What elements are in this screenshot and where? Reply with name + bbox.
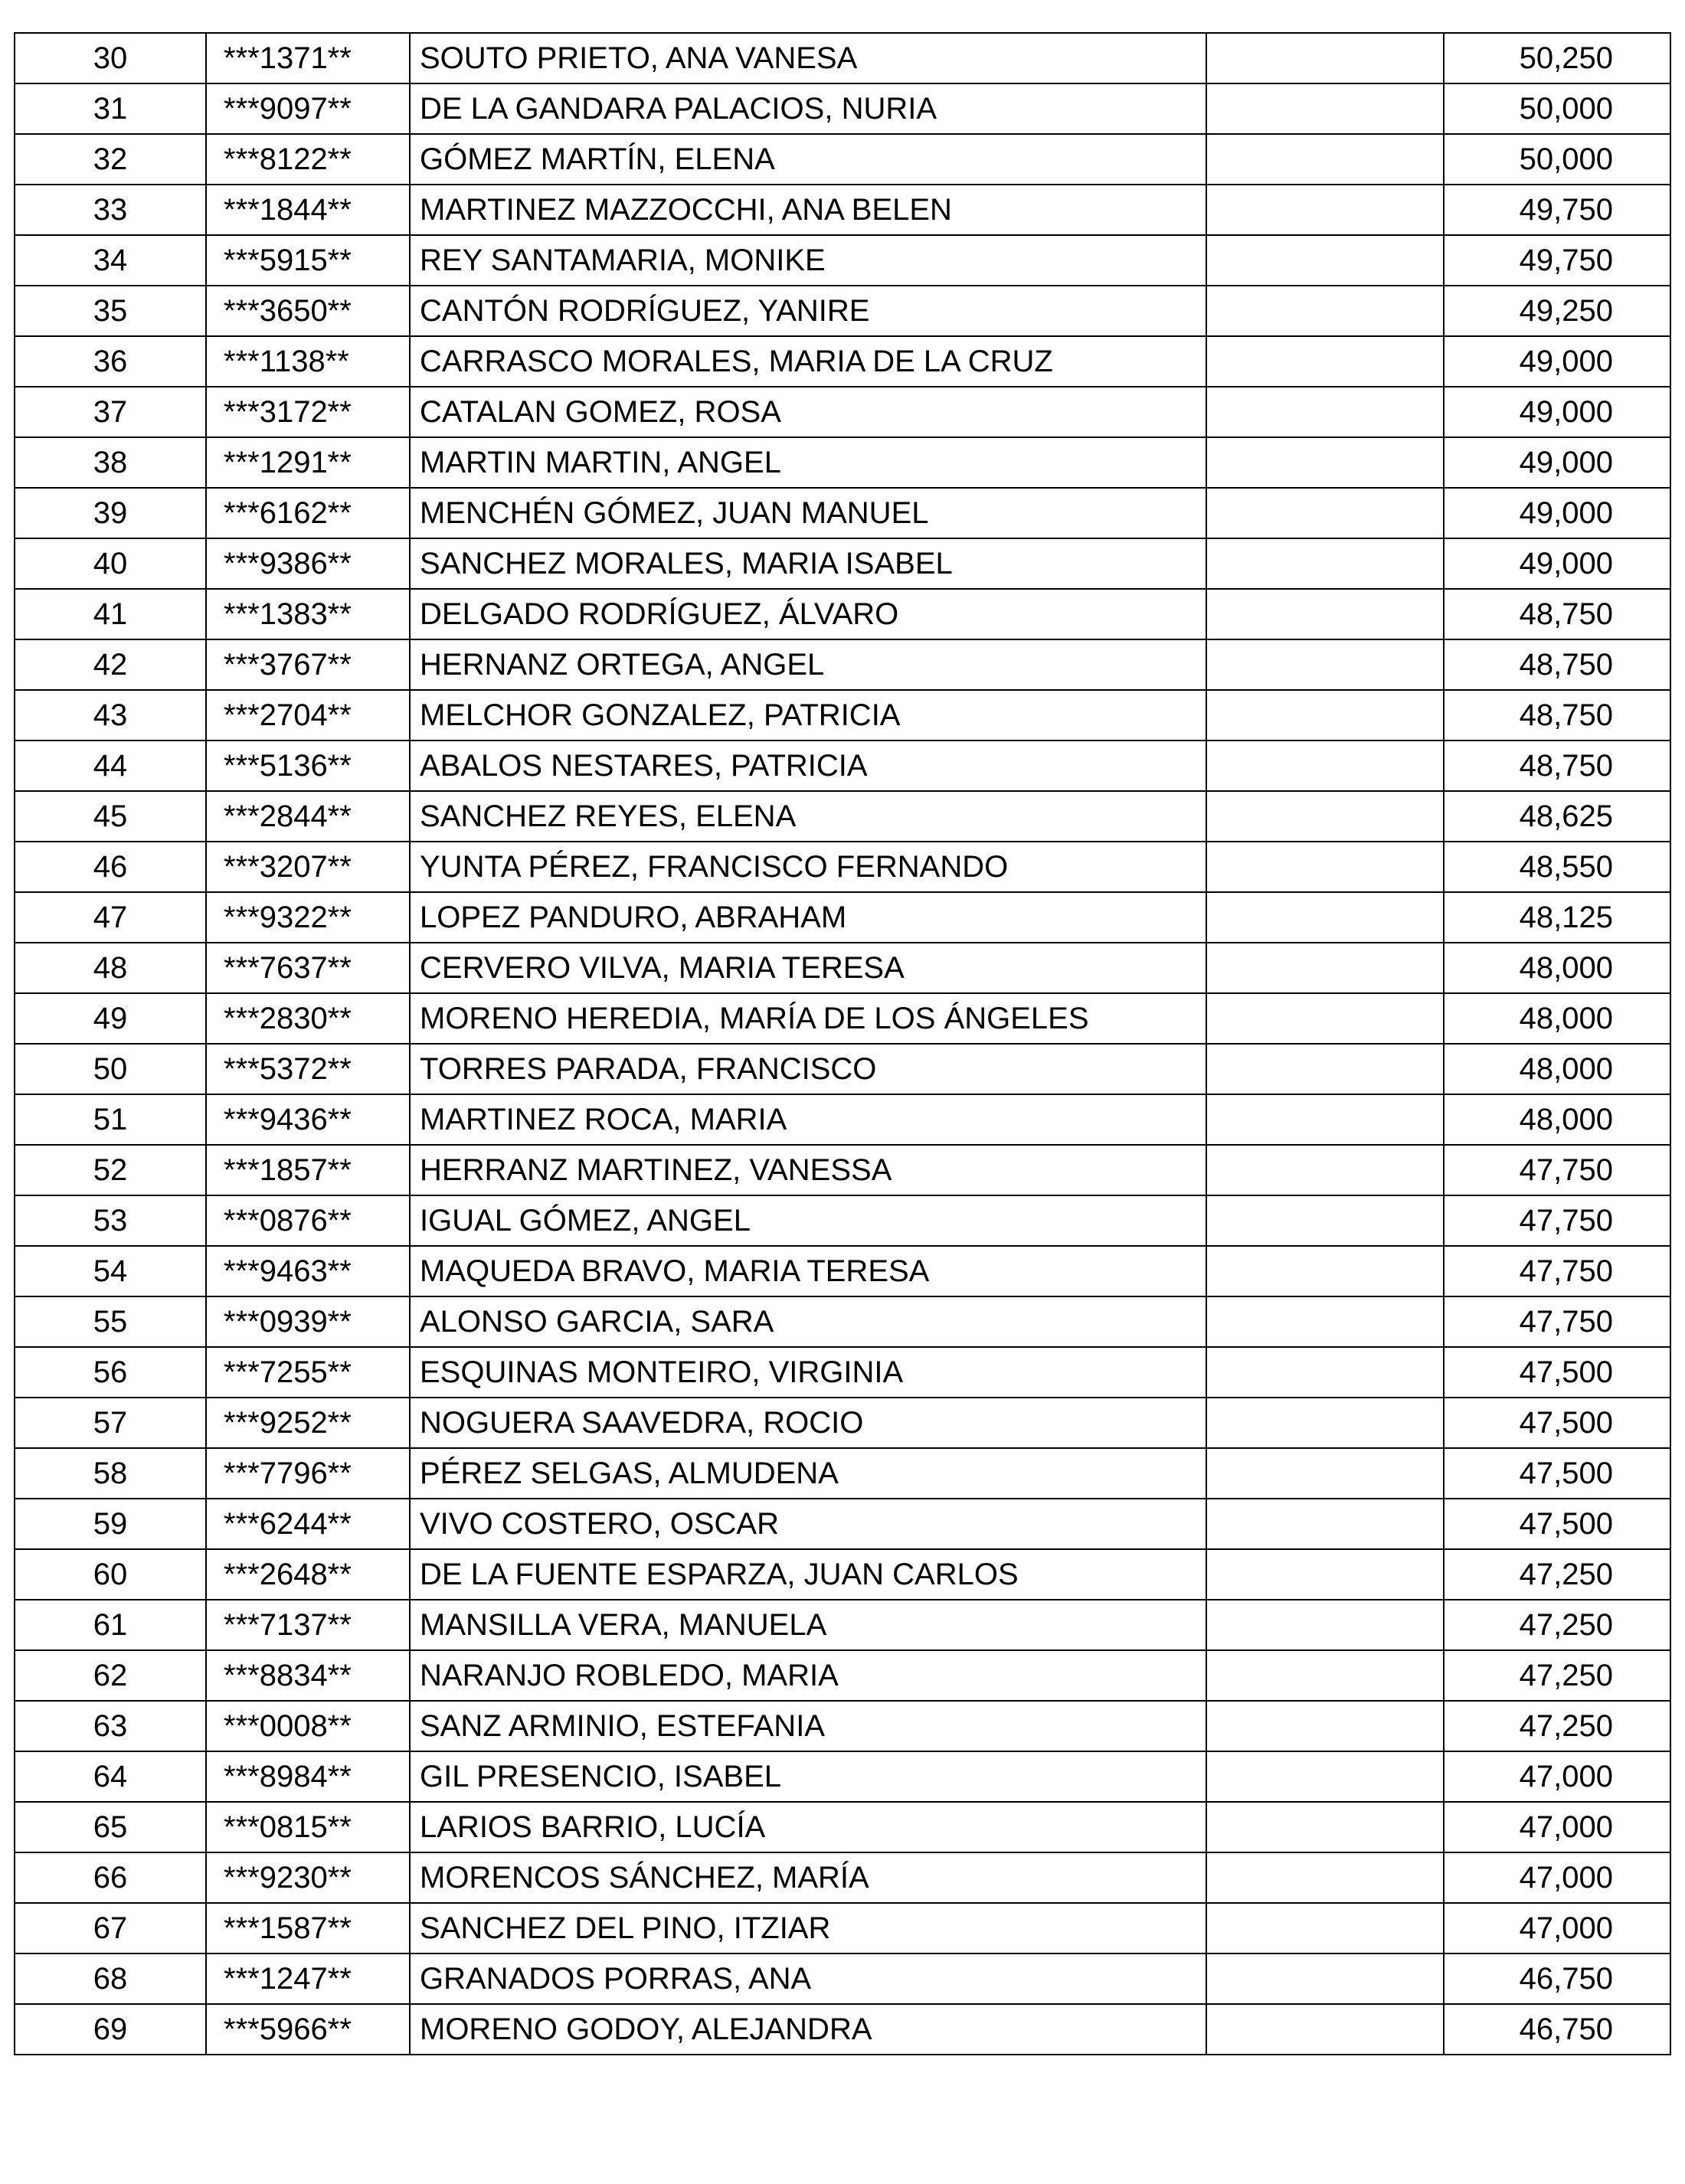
score-cell: 47,250 bbox=[1444, 1600, 1670, 1650]
table-row bbox=[15, 1954, 1670, 2004]
score-cell: 50,000 bbox=[1444, 83, 1670, 134]
table-row bbox=[15, 1499, 1670, 1549]
masked-id-cell: ***1247** bbox=[206, 1954, 410, 2004]
score-cell: 48,125 bbox=[1444, 892, 1670, 943]
full-name-cell: LARIOS BARRIO, LUCÍA bbox=[410, 1802, 1206, 1852]
results-table-body bbox=[15, 33, 1670, 2055]
masked-id-cell: ***8834** bbox=[206, 1650, 410, 1701]
full-name-cell: MORENO GODOY, ALEJANDRA bbox=[410, 2004, 1206, 2055]
table-row bbox=[15, 892, 1670, 943]
row-number-cell: 33 bbox=[15, 185, 206, 235]
row-number-cell: 55 bbox=[15, 1296, 206, 1347]
masked-id-cell: ***9230** bbox=[206, 1852, 410, 1903]
full-name-cell: TORRES PARADA, FRANCISCO bbox=[410, 1044, 1206, 1094]
score-cell: 47,000 bbox=[1444, 1751, 1670, 1802]
score-cell: 47,250 bbox=[1444, 1701, 1670, 1751]
masked-id-cell: ***1383** bbox=[206, 589, 410, 639]
score-cell: 47,250 bbox=[1444, 1650, 1670, 1701]
empty-cell bbox=[1206, 1954, 1444, 2004]
masked-id-cell: ***8122** bbox=[206, 134, 410, 185]
full-name-cell: SANCHEZ REYES, ELENA bbox=[410, 791, 1206, 842]
full-name-cell: HERRANZ MARTINEZ, VANESSA bbox=[410, 1145, 1206, 1195]
masked-id-cell: ***0939** bbox=[206, 1296, 410, 1347]
full-name-cell: PÉREZ SELGAS, ALMUDENA bbox=[410, 1448, 1206, 1499]
score-cell: 48,000 bbox=[1444, 1094, 1670, 1145]
table-row bbox=[15, 1044, 1670, 1094]
table-row bbox=[15, 1852, 1670, 1903]
full-name-cell: DE LA GANDARA PALACIOS, NURIA bbox=[410, 83, 1206, 134]
empty-cell bbox=[1206, 639, 1444, 690]
empty-cell bbox=[1206, 1448, 1444, 1499]
masked-id-cell: ***3767** bbox=[206, 639, 410, 690]
row-number-cell: 59 bbox=[15, 1499, 206, 1549]
masked-id-cell: ***5136** bbox=[206, 741, 410, 791]
masked-id-cell: ***3207** bbox=[206, 842, 410, 892]
masked-id-cell: ***2830** bbox=[206, 993, 410, 1044]
empty-cell bbox=[1206, 1650, 1444, 1701]
score-cell: 47,750 bbox=[1444, 1296, 1670, 1347]
empty-cell bbox=[1206, 1094, 1444, 1145]
score-cell: 48,625 bbox=[1444, 791, 1670, 842]
row-number-cell: 58 bbox=[15, 1448, 206, 1499]
masked-id-cell: ***9252** bbox=[206, 1398, 410, 1448]
full-name-cell: ALONSO GARCIA, SARA bbox=[410, 1296, 1206, 1347]
full-name-cell: YUNTA PÉREZ, FRANCISCO FERNANDO bbox=[410, 842, 1206, 892]
empty-cell bbox=[1206, 538, 1444, 589]
full-name-cell: MORENCOS SÁNCHEZ, MARÍA bbox=[410, 1852, 1206, 1903]
empty-cell bbox=[1206, 1044, 1444, 1094]
table-row bbox=[15, 286, 1670, 336]
table-row bbox=[15, 235, 1670, 286]
table-row bbox=[15, 1145, 1670, 1195]
full-name-cell: CARRASCO MORALES, MARIA DE LA CRUZ bbox=[410, 336, 1206, 387]
masked-id-cell: ***3172** bbox=[206, 387, 410, 437]
row-number-cell: 68 bbox=[15, 1954, 206, 2004]
masked-id-cell: ***5915** bbox=[206, 235, 410, 286]
score-cell: 47,500 bbox=[1444, 1347, 1670, 1398]
masked-id-cell: ***1587** bbox=[206, 1903, 410, 1954]
row-number-cell: 44 bbox=[15, 741, 206, 791]
table-row bbox=[15, 1549, 1670, 1600]
empty-cell bbox=[1206, 1549, 1444, 1600]
row-number-cell: 39 bbox=[15, 488, 206, 538]
empty-cell bbox=[1206, 1701, 1444, 1751]
full-name-cell: GIL PRESENCIO, ISABEL bbox=[410, 1751, 1206, 1802]
full-name-cell: CATALAN GOMEZ, ROSA bbox=[410, 387, 1206, 437]
table-row bbox=[15, 791, 1670, 842]
empty-cell bbox=[1206, 286, 1444, 336]
score-cell: 48,750 bbox=[1444, 690, 1670, 741]
full-name-cell: CERVERO VILVA, MARIA TERESA bbox=[410, 943, 1206, 993]
empty-cell bbox=[1206, 83, 1444, 134]
table-row bbox=[15, 2004, 1670, 2055]
row-number-cell: 60 bbox=[15, 1549, 206, 1600]
table-row bbox=[15, 336, 1670, 387]
masked-id-cell: ***6162** bbox=[206, 488, 410, 538]
score-cell: 48,000 bbox=[1444, 943, 1670, 993]
empty-cell bbox=[1206, 1600, 1444, 1650]
masked-id-cell: ***3650** bbox=[206, 286, 410, 336]
empty-cell bbox=[1206, 1347, 1444, 1398]
table-row bbox=[15, 1600, 1670, 1650]
score-cell: 47,000 bbox=[1444, 1903, 1670, 1954]
empty-cell bbox=[1206, 1802, 1444, 1852]
masked-id-cell: ***1291** bbox=[206, 437, 410, 488]
score-cell: 48,750 bbox=[1444, 741, 1670, 791]
score-cell: 49,000 bbox=[1444, 488, 1670, 538]
full-name-cell: DELGADO RODRÍGUEZ, ÁLVARO bbox=[410, 589, 1206, 639]
score-cell: 48,750 bbox=[1444, 589, 1670, 639]
row-number-cell: 48 bbox=[15, 943, 206, 993]
row-number-cell: 52 bbox=[15, 1145, 206, 1195]
row-number-cell: 45 bbox=[15, 791, 206, 842]
results-table bbox=[14, 32, 1671, 2055]
masked-id-cell: ***1371** bbox=[206, 33, 410, 83]
empty-cell bbox=[1206, 1195, 1444, 1246]
table-row bbox=[15, 741, 1670, 791]
row-number-cell: 46 bbox=[15, 842, 206, 892]
table-row bbox=[15, 1903, 1670, 1954]
row-number-cell: 51 bbox=[15, 1094, 206, 1145]
empty-cell bbox=[1206, 1246, 1444, 1296]
full-name-cell: MELCHOR GONZALEZ, PATRICIA bbox=[410, 690, 1206, 741]
table-row bbox=[15, 1195, 1670, 1246]
empty-cell bbox=[1206, 1398, 1444, 1448]
row-number-cell: 62 bbox=[15, 1650, 206, 1701]
empty-cell bbox=[1206, 589, 1444, 639]
full-name-cell: MARTINEZ MAZZOCCHI, ANA BELEN bbox=[410, 185, 1206, 235]
full-name-cell: NOGUERA SAAVEDRA, ROCIO bbox=[410, 1398, 1206, 1448]
table-row bbox=[15, 1094, 1670, 1145]
masked-id-cell: ***1857** bbox=[206, 1145, 410, 1195]
empty-cell bbox=[1206, 488, 1444, 538]
full-name-cell: MANSILLA VERA, MANUELA bbox=[410, 1600, 1206, 1650]
results-table-container bbox=[14, 32, 1670, 2055]
row-number-cell: 30 bbox=[15, 33, 206, 83]
table-row bbox=[15, 185, 1670, 235]
score-cell: 46,750 bbox=[1444, 1954, 1670, 2004]
masked-id-cell: ***9463** bbox=[206, 1246, 410, 1296]
full-name-cell: DE LA FUENTE ESPARZA, JUAN CARLOS bbox=[410, 1549, 1206, 1600]
empty-cell bbox=[1206, 1903, 1444, 1954]
score-cell: 47,000 bbox=[1444, 1802, 1670, 1852]
table-row bbox=[15, 589, 1670, 639]
row-number-cell: 36 bbox=[15, 336, 206, 387]
full-name-cell: HERNANZ ORTEGA, ANGEL bbox=[410, 639, 1206, 690]
row-number-cell: 49 bbox=[15, 993, 206, 1044]
table-row bbox=[15, 1802, 1670, 1852]
masked-id-cell: ***6244** bbox=[206, 1499, 410, 1549]
row-number-cell: 53 bbox=[15, 1195, 206, 1246]
full-name-cell: MENCHÉN GÓMEZ, JUAN MANUEL bbox=[410, 488, 1206, 538]
full-name-cell: GÓMEZ MARTÍN, ELENA bbox=[410, 134, 1206, 185]
score-cell: 49,750 bbox=[1444, 235, 1670, 286]
table-row bbox=[15, 33, 1670, 83]
table-row bbox=[15, 1347, 1670, 1398]
full-name-cell: MORENO HEREDIA, MARÍA DE LOS ÁNGELES bbox=[410, 993, 1206, 1044]
full-name-cell: MARTINEZ ROCA, MARIA bbox=[410, 1094, 1206, 1145]
score-cell: 47,500 bbox=[1444, 1448, 1670, 1499]
table-row bbox=[15, 1398, 1670, 1448]
full-name-cell: SANCHEZ DEL PINO, ITZIAR bbox=[410, 1903, 1206, 1954]
masked-id-cell: ***1844** bbox=[206, 185, 410, 235]
empty-cell bbox=[1206, 437, 1444, 488]
full-name-cell: VIVO COSTERO, OSCAR bbox=[410, 1499, 1206, 1549]
full-name-cell: LOPEZ PANDURO, ABRAHAM bbox=[410, 892, 1206, 943]
full-name-cell: IGUAL GÓMEZ, ANGEL bbox=[410, 1195, 1206, 1246]
empty-cell bbox=[1206, 2004, 1444, 2055]
row-number-cell: 50 bbox=[15, 1044, 206, 1094]
score-cell: 50,250 bbox=[1444, 33, 1670, 83]
row-number-cell: 41 bbox=[15, 589, 206, 639]
table-row bbox=[15, 437, 1670, 488]
table-row bbox=[15, 134, 1670, 185]
table-row bbox=[15, 993, 1670, 1044]
table-row bbox=[15, 943, 1670, 993]
masked-id-cell: ***7255** bbox=[206, 1347, 410, 1398]
empty-cell bbox=[1206, 33, 1444, 83]
row-number-cell: 37 bbox=[15, 387, 206, 437]
masked-id-cell: ***2704** bbox=[206, 690, 410, 741]
empty-cell bbox=[1206, 842, 1444, 892]
score-cell: 49,250 bbox=[1444, 286, 1670, 336]
empty-cell bbox=[1206, 690, 1444, 741]
empty-cell bbox=[1206, 1852, 1444, 1903]
full-name-cell: NARANJO ROBLEDO, MARIA bbox=[410, 1650, 1206, 1701]
row-number-cell: 31 bbox=[15, 83, 206, 134]
empty-cell bbox=[1206, 1751, 1444, 1802]
table-row bbox=[15, 83, 1670, 134]
table-row bbox=[15, 1296, 1670, 1347]
row-number-cell: 66 bbox=[15, 1852, 206, 1903]
table-row bbox=[15, 1701, 1670, 1751]
score-cell: 47,750 bbox=[1444, 1145, 1670, 1195]
empty-cell bbox=[1206, 1499, 1444, 1549]
empty-cell bbox=[1206, 993, 1444, 1044]
full-name-cell: GRANADOS PORRAS, ANA bbox=[410, 1954, 1206, 2004]
score-cell: 48,550 bbox=[1444, 842, 1670, 892]
masked-id-cell: ***2648** bbox=[206, 1549, 410, 1600]
masked-id-cell: ***9386** bbox=[206, 538, 410, 589]
row-number-cell: 34 bbox=[15, 235, 206, 286]
row-number-cell: 54 bbox=[15, 1246, 206, 1296]
masked-id-cell: ***7137** bbox=[206, 1600, 410, 1650]
table-row bbox=[15, 639, 1670, 690]
masked-id-cell: ***1138** bbox=[206, 336, 410, 387]
masked-id-cell: ***9436** bbox=[206, 1094, 410, 1145]
empty-cell bbox=[1206, 943, 1444, 993]
table-row bbox=[15, 842, 1670, 892]
empty-cell bbox=[1206, 1296, 1444, 1347]
table-row bbox=[15, 1246, 1670, 1296]
masked-id-cell: ***0876** bbox=[206, 1195, 410, 1246]
masked-id-cell: ***0008** bbox=[206, 1701, 410, 1751]
row-number-cell: 43 bbox=[15, 690, 206, 741]
empty-cell bbox=[1206, 791, 1444, 842]
empty-cell bbox=[1206, 741, 1444, 791]
row-number-cell: 64 bbox=[15, 1751, 206, 1802]
masked-id-cell: ***7796** bbox=[206, 1448, 410, 1499]
row-number-cell: 42 bbox=[15, 639, 206, 690]
score-cell: 49,000 bbox=[1444, 336, 1670, 387]
masked-id-cell: ***9097** bbox=[206, 83, 410, 134]
table-row bbox=[15, 1751, 1670, 1802]
table-row bbox=[15, 1650, 1670, 1701]
score-cell: 47,750 bbox=[1444, 1246, 1670, 1296]
row-number-cell: 32 bbox=[15, 134, 206, 185]
row-number-cell: 38 bbox=[15, 437, 206, 488]
row-number-cell: 35 bbox=[15, 286, 206, 336]
empty-cell bbox=[1206, 235, 1444, 286]
score-cell: 47,250 bbox=[1444, 1549, 1670, 1600]
score-cell: 49,750 bbox=[1444, 185, 1670, 235]
masked-id-cell: ***5372** bbox=[206, 1044, 410, 1094]
masked-id-cell: ***7637** bbox=[206, 943, 410, 993]
empty-cell bbox=[1206, 185, 1444, 235]
score-cell: 49,000 bbox=[1444, 437, 1670, 488]
row-number-cell: 65 bbox=[15, 1802, 206, 1852]
row-number-cell: 63 bbox=[15, 1701, 206, 1751]
score-cell: 50,000 bbox=[1444, 134, 1670, 185]
row-number-cell: 67 bbox=[15, 1903, 206, 1954]
empty-cell bbox=[1206, 336, 1444, 387]
masked-id-cell: ***8984** bbox=[206, 1751, 410, 1802]
full-name-cell: MAQUEDA BRAVO, MARIA TERESA bbox=[410, 1246, 1206, 1296]
full-name-cell: ESQUINAS MONTEIRO, VIRGINIA bbox=[410, 1347, 1206, 1398]
empty-cell bbox=[1206, 134, 1444, 185]
score-cell: 47,500 bbox=[1444, 1398, 1670, 1448]
score-cell: 46,750 bbox=[1444, 2004, 1670, 2055]
masked-id-cell: ***0815** bbox=[206, 1802, 410, 1852]
table-row bbox=[15, 1448, 1670, 1499]
table-row bbox=[15, 690, 1670, 741]
empty-cell bbox=[1206, 387, 1444, 437]
full-name-cell: REY SANTAMARIA, MONIKE bbox=[410, 235, 1206, 286]
score-cell: 48,750 bbox=[1444, 639, 1670, 690]
row-number-cell: 69 bbox=[15, 2004, 206, 2055]
table-row bbox=[15, 387, 1670, 437]
empty-cell bbox=[1206, 1145, 1444, 1195]
full-name-cell: ABALOS NESTARES, PATRICIA bbox=[410, 741, 1206, 791]
masked-id-cell: ***2844** bbox=[206, 791, 410, 842]
full-name-cell: MARTIN MARTIN, ANGEL bbox=[410, 437, 1206, 488]
score-cell: 47,000 bbox=[1444, 1852, 1670, 1903]
row-number-cell: 61 bbox=[15, 1600, 206, 1650]
score-cell: 49,000 bbox=[1444, 538, 1670, 589]
score-cell: 48,000 bbox=[1444, 1044, 1670, 1094]
empty-cell bbox=[1206, 892, 1444, 943]
score-cell: 48,000 bbox=[1444, 993, 1670, 1044]
masked-id-cell: ***9322** bbox=[206, 892, 410, 943]
full-name-cell: SOUTO PRIETO, ANA VANESA bbox=[410, 33, 1206, 83]
score-cell: 49,000 bbox=[1444, 387, 1670, 437]
score-cell: 47,750 bbox=[1444, 1195, 1670, 1246]
masked-id-cell: ***5966** bbox=[206, 2004, 410, 2055]
full-name-cell: SANCHEZ MORALES, MARIA ISABEL bbox=[410, 538, 1206, 589]
full-name-cell: SANZ ARMINIO, ESTEFANIA bbox=[410, 1701, 1206, 1751]
full-name-cell: CANTÓN RODRÍGUEZ, YANIRE bbox=[410, 286, 1206, 336]
table-row bbox=[15, 488, 1670, 538]
score-cell: 47,500 bbox=[1444, 1499, 1670, 1549]
row-number-cell: 47 bbox=[15, 892, 206, 943]
row-number-cell: 57 bbox=[15, 1398, 206, 1448]
table-row bbox=[15, 538, 1670, 589]
row-number-cell: 56 bbox=[15, 1347, 206, 1398]
row-number-cell: 40 bbox=[15, 538, 206, 589]
